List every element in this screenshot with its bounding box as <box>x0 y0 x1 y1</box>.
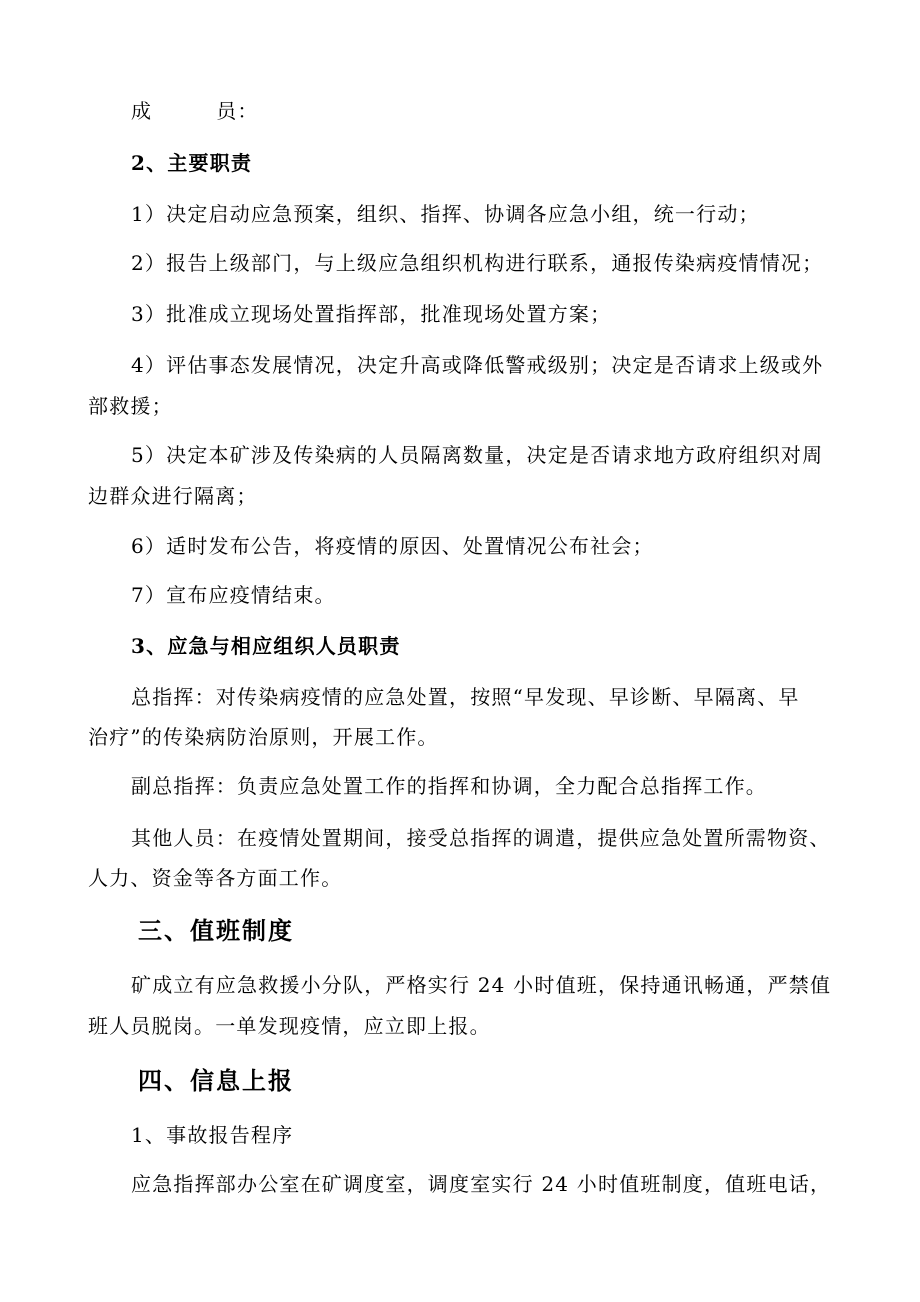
duty-item-7: 7）宣布应疫情结束。 <box>131 583 336 607</box>
duty-system-heading: 三、值班制度 <box>138 916 294 945</box>
reporting-subheading: 1、事故报告程序 <box>131 1123 294 1147</box>
reporting-heading: 四、信息上报 <box>138 1066 294 1095</box>
duty-item-4-line-1: 4）评估事态发展情况，决定升高或降低警戒级别；决定是否请求上级或外 <box>131 353 824 377</box>
duty-item-2: 2）报告上级部门，与上级应急组织机构进行联系，通报传染病疫情情况； <box>131 251 824 275</box>
duty-item-4-line-2: 部救援； <box>88 394 173 418</box>
members-label-a: 成 <box>131 99 153 123</box>
others-line-1: 其他人员：在疫情处置期间，接受总指挥的调遣，提供应急处置所需物资、 <box>131 826 831 850</box>
duty-system-line-2: 班人员脱岗。一单发现疫情，应立即上报。 <box>88 1014 491 1038</box>
duty-item-1: 1）决定启动应急预案，组织、指挥、协调各应急小组，统一行动； <box>131 202 760 226</box>
duty-item-6: 6）适时发布公告，将疫情的原因、处置情况公布社会； <box>131 534 654 558</box>
deputy-line: 副总指挥：负责应急处置工作的指挥和协调，全力配合总指挥工作。 <box>131 774 767 798</box>
duty-system-line-1: 矿成立有应急救援小分队，严格实行 24 小时值班，保持通讯畅通，严禁值 <box>131 973 832 997</box>
chief-line-2: 治疗”的传染病防治原则，开展工作。 <box>88 725 439 749</box>
reporting-line-1: 应急指挥部办公室在矿调度室，调度室实行 24 小时值班制度，值班电话， <box>131 1172 832 1196</box>
duties-heading: 2、主要职责 <box>131 151 253 175</box>
org-heading: 3、应急与相应组织人员职责 <box>131 634 401 658</box>
duty-item-3: 3）批准成立现场处置指挥部，批准现场处置方案； <box>131 302 612 326</box>
duty-item-5-line-2: 边群众进行隔离； <box>88 484 258 508</box>
duty-item-5-line-1: 5）决定本矿涉及传染病的人员隔离数量，决定是否请求地方政府组织对周 <box>131 443 824 467</box>
others-line-2: 人力、资金等各方面工作。 <box>88 866 343 890</box>
members-label-b: 员： <box>216 99 259 123</box>
chief-line-1: 总指挥：对传染病疫情的应急处置，按照“早发现、早诊断、早隔离、早 <box>131 685 800 709</box>
members-line <box>131 98 838 124</box>
